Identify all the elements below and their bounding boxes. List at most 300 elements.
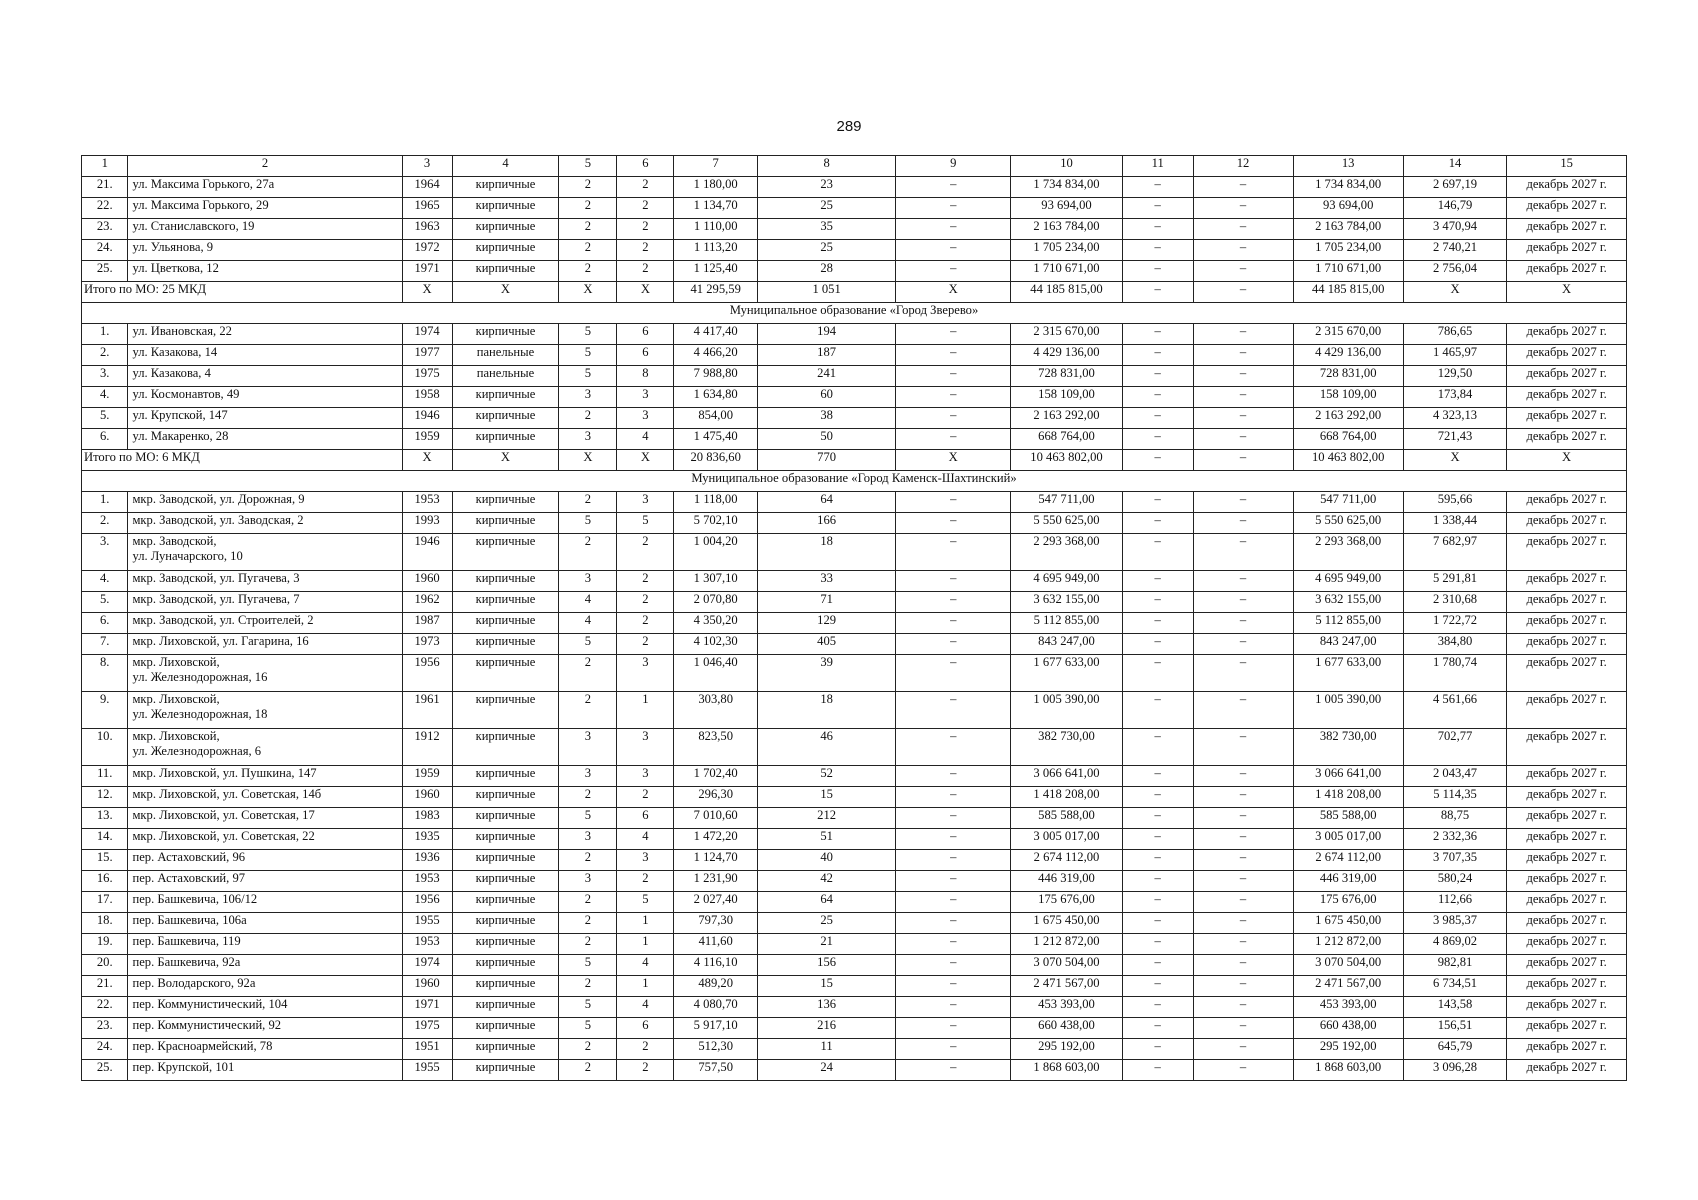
table-cell: – [896, 692, 1011, 729]
table-cell: – [1193, 492, 1293, 513]
table-cell: 5 [559, 634, 617, 655]
table-cell: 2 [617, 240, 674, 261]
table-cell: 2 [559, 408, 617, 429]
total-cell: X [617, 282, 674, 303]
table-cell: – [1193, 261, 1293, 282]
table-cell: кирпичные [452, 913, 559, 934]
total-cell: X [452, 450, 559, 471]
table-cell: – [1193, 534, 1293, 571]
table-cell: – [896, 513, 1011, 534]
table-cell: – [896, 198, 1011, 219]
table-cell: 1 110,00 [674, 219, 758, 240]
total-cell: X [559, 282, 617, 303]
total-cell: X [1403, 282, 1506, 303]
table-row [82, 829, 1627, 850]
table-cell: 4 429 136,00 [1011, 345, 1123, 366]
total-cell: X [1507, 282, 1627, 303]
table-cell: 5 112 855,00 [1293, 613, 1403, 634]
table-cell: 1 465,97 [1403, 345, 1506, 366]
table-cell: 93 694,00 [1011, 198, 1123, 219]
table-cell: декабрь 2027 г. [1507, 513, 1627, 534]
table-cell: – [1122, 934, 1193, 955]
table-cell: 166 [758, 513, 896, 534]
table-cell: 4 695 949,00 [1011, 571, 1123, 592]
table-cell: 129,50 [1403, 366, 1506, 387]
table-cell: кирпичные [452, 997, 559, 1018]
table-cell: 3 005 017,00 [1011, 829, 1123, 850]
table-cell: 1960 [402, 571, 452, 592]
table-cell: 24 [758, 1060, 896, 1081]
table-cell: – [1122, 492, 1193, 513]
table-cell: 4 561,66 [1403, 692, 1506, 729]
address-cell: пер. Башкевича, 106а [128, 913, 402, 934]
table-cell: – [1193, 1018, 1293, 1039]
total-cell: – [1193, 282, 1293, 303]
table-row [82, 729, 1627, 766]
table-row [82, 655, 1627, 692]
table-cell: – [896, 1018, 1011, 1039]
table-cell: декабрь 2027 г. [1507, 766, 1627, 787]
column-number-cell: 7 [674, 156, 758, 177]
total-cell: X [559, 450, 617, 471]
table-cell: – [1193, 634, 1293, 655]
total-cell: 1 051 [758, 282, 896, 303]
table-cell: 721,43 [1403, 429, 1506, 450]
table-cell: – [1193, 366, 1293, 387]
address-cell: ул. Макаренко, 28 [128, 429, 402, 450]
table-cell: 702,77 [1403, 729, 1506, 766]
table-cell: 2 315 670,00 [1293, 324, 1403, 345]
table-row [82, 1039, 1627, 1060]
table-cell: 1974 [402, 324, 452, 345]
row-number: 4. [82, 571, 128, 592]
table-cell: 136 [758, 997, 896, 1018]
table-cell: 1951 [402, 1039, 452, 1060]
table-cell: – [1193, 955, 1293, 976]
address-cell: мкр. Заводской, ул. Пугачева, 3 [128, 571, 402, 592]
total-cell: 41 295,59 [674, 282, 758, 303]
table-cell: 3 [559, 387, 617, 408]
table-row [82, 692, 1627, 729]
table-cell: 1959 [402, 766, 452, 787]
address-cell: ул. Крупской, 147 [128, 408, 402, 429]
total-cell: 770 [758, 450, 896, 471]
table-cell: 71 [758, 592, 896, 613]
table-cell: – [1122, 387, 1193, 408]
table-cell: – [896, 1039, 1011, 1060]
table-cell: 5 [559, 1018, 617, 1039]
table-cell: 1935 [402, 829, 452, 850]
table-cell: – [1122, 766, 1193, 787]
row-number: 23. [82, 219, 128, 240]
total-cell: – [1122, 282, 1193, 303]
table-cell: 1 [617, 913, 674, 934]
table-cell: – [1193, 513, 1293, 534]
table-cell: 60 [758, 387, 896, 408]
table-cell: 382 730,00 [1293, 729, 1403, 766]
table-cell: 187 [758, 345, 896, 366]
table-cell: кирпичные [452, 934, 559, 955]
table-cell: 982,81 [1403, 955, 1506, 976]
table-cell: 303,80 [674, 692, 758, 729]
table-cell: 6 734,51 [1403, 976, 1506, 997]
table-cell: кирпичные [452, 324, 559, 345]
table-cell: 1962 [402, 592, 452, 613]
table-cell: – [1193, 592, 1293, 613]
table-cell: 382 730,00 [1011, 729, 1123, 766]
table-cell: декабрь 2027 г. [1507, 892, 1627, 913]
table-cell: – [1193, 198, 1293, 219]
table-cell: 1965 [402, 198, 452, 219]
table-cell: декабрь 2027 г. [1507, 324, 1627, 345]
table-cell: – [1193, 692, 1293, 729]
table-cell: 3 632 155,00 [1011, 592, 1123, 613]
table-cell: 296,30 [674, 787, 758, 808]
table-cell: 1 418 208,00 [1293, 787, 1403, 808]
table-cell: – [896, 913, 1011, 934]
table-cell: 6 [617, 808, 674, 829]
column-number-cell: 14 [1403, 156, 1506, 177]
table-row [82, 997, 1627, 1018]
row-number: 2. [82, 513, 128, 534]
table-cell: – [1193, 408, 1293, 429]
table-cell: 1936 [402, 850, 452, 871]
total-cell: X [617, 450, 674, 471]
column-number-cell: 10 [1011, 156, 1123, 177]
table-cell: 88,75 [1403, 808, 1506, 829]
table-cell: декабрь 2027 г. [1507, 345, 1627, 366]
table-cell: 1 [617, 934, 674, 955]
table-cell: – [1193, 613, 1293, 634]
table-cell: 8 [617, 366, 674, 387]
table-cell: 1 046,40 [674, 655, 758, 692]
table-cell: – [896, 808, 1011, 829]
table-cell: декабрь 2027 г. [1507, 1060, 1627, 1081]
table-cell: 489,20 [674, 976, 758, 997]
table-cell: 1 180,00 [674, 177, 758, 198]
table-cell: 93 694,00 [1293, 198, 1403, 219]
total-cell: 44 185 815,00 [1293, 282, 1403, 303]
table-cell: 112,66 [1403, 892, 1506, 913]
table-cell: 1946 [402, 408, 452, 429]
table-cell: – [896, 492, 1011, 513]
address-cell: мкр. Заводской, ул. Луначарского, 10 [128, 534, 402, 571]
row-number: 1. [82, 492, 128, 513]
table-cell: – [1122, 1039, 1193, 1060]
total-cell: X [402, 450, 452, 471]
table-cell: кирпичные [452, 692, 559, 729]
row-number: 1. [82, 324, 128, 345]
table-cell: кирпичные [452, 766, 559, 787]
table-cell: 3 [617, 655, 674, 692]
table-cell: 3 [617, 766, 674, 787]
row-number: 17. [82, 892, 128, 913]
table-row [82, 571, 1627, 592]
table-cell: – [1122, 808, 1193, 829]
table-cell: 2 [559, 913, 617, 934]
table-cell: 1 675 450,00 [1293, 913, 1403, 934]
table-cell: – [1122, 634, 1193, 655]
address-cell: мкр. Лиховской, ул. Советская, 22 [128, 829, 402, 850]
table-cell: 1983 [402, 808, 452, 829]
table-cell: 7 010,60 [674, 808, 758, 829]
table-cell: 1960 [402, 976, 452, 997]
table-cell: – [896, 787, 1011, 808]
table-cell: 1987 [402, 613, 452, 634]
table-cell: 1 005 390,00 [1011, 692, 1123, 729]
table-cell: 1946 [402, 534, 452, 571]
table-cell: декабрь 2027 г. [1507, 871, 1627, 892]
column-number-cell: 8 [758, 156, 896, 177]
table-cell: декабрь 2027 г. [1507, 655, 1627, 692]
table-cell: 1 134,70 [674, 198, 758, 219]
table-cell: 3 066 641,00 [1011, 766, 1123, 787]
address-cell: мкр. Лиховской, ул. Советская, 17 [128, 808, 402, 829]
table-cell: декабрь 2027 г. [1507, 934, 1627, 955]
table-cell: 786,65 [1403, 324, 1506, 345]
table-cell: – [1122, 219, 1193, 240]
table-cell: 1 338,44 [1403, 513, 1506, 534]
table-cell: – [896, 219, 1011, 240]
table-cell: 1971 [402, 261, 452, 282]
table-cell: 2 [559, 261, 617, 282]
total-cell: – [1122, 450, 1193, 471]
row-number: 3. [82, 366, 128, 387]
table-cell: кирпичные [452, 1039, 559, 1060]
row-number: 25. [82, 261, 128, 282]
table-cell: 1955 [402, 913, 452, 934]
table-cell: 3 066 641,00 [1293, 766, 1403, 787]
table-cell: 2 [559, 692, 617, 729]
table-cell: 1953 [402, 934, 452, 955]
table-cell: декабрь 2027 г. [1507, 634, 1627, 655]
table-cell: 2 [617, 871, 674, 892]
table-cell: 411,60 [674, 934, 758, 955]
table-cell: – [1122, 955, 1193, 976]
table-cell: – [896, 387, 1011, 408]
table-cell: кирпичные [452, 829, 559, 850]
table-cell: 843 247,00 [1293, 634, 1403, 655]
table-cell: 4 869,02 [1403, 934, 1506, 955]
table-cell: 39 [758, 655, 896, 692]
table-cell: 1973 [402, 634, 452, 655]
table-cell: 295 192,00 [1011, 1039, 1123, 1060]
table-cell: 295 192,00 [1293, 1039, 1403, 1060]
table-cell: 146,79 [1403, 198, 1506, 219]
table-cell: 3 [617, 387, 674, 408]
row-number: 18. [82, 913, 128, 934]
table-cell: декабрь 2027 г. [1507, 955, 1627, 976]
table-cell: 64 [758, 892, 896, 913]
row-number: 13. [82, 808, 128, 829]
table-cell: – [1193, 934, 1293, 955]
table-cell: – [896, 261, 1011, 282]
row-number: 6. [82, 613, 128, 634]
table-cell: кирпичные [452, 429, 559, 450]
table-cell: 1912 [402, 729, 452, 766]
table-cell: кирпичные [452, 655, 559, 692]
address-cell: пер. Крупской, 101 [128, 1060, 402, 1081]
table-cell: 2 674 112,00 [1293, 850, 1403, 871]
table-cell: 5 [559, 324, 617, 345]
table-cell: 3 [559, 829, 617, 850]
table-cell: – [1193, 571, 1293, 592]
table-row [82, 513, 1627, 534]
table-cell: – [896, 634, 1011, 655]
row-number: 23. [82, 1018, 128, 1039]
table-cell: 3 [559, 429, 617, 450]
table-cell: 1955 [402, 1060, 452, 1081]
table-cell: кирпичные [452, 219, 559, 240]
row-number: 5. [82, 408, 128, 429]
table-cell: – [1122, 829, 1193, 850]
table-row [82, 219, 1627, 240]
table-cell: 1958 [402, 387, 452, 408]
table-cell: 18 [758, 692, 896, 729]
table-cell: 4 350,20 [674, 613, 758, 634]
table-cell: 1 780,74 [1403, 655, 1506, 692]
table-cell: кирпичные [452, 198, 559, 219]
table-cell: кирпичные [452, 871, 559, 892]
table-cell: – [1122, 261, 1193, 282]
table-cell: – [896, 934, 1011, 955]
table-cell: 660 438,00 [1293, 1018, 1403, 1039]
row-number: 24. [82, 240, 128, 261]
table-cell: 384,80 [1403, 634, 1506, 655]
table-cell: – [1193, 787, 1293, 808]
table-cell: – [1122, 787, 1193, 808]
address-cell: мкр. Лиховской, ул. Советская, 14б [128, 787, 402, 808]
table-cell: – [1122, 592, 1193, 613]
table-cell: 4 [617, 429, 674, 450]
total-cell: X [896, 450, 1011, 471]
table-cell: – [1122, 997, 1193, 1018]
table-row [82, 177, 1627, 198]
table-cell: 1 113,20 [674, 240, 758, 261]
table-cell: – [1122, 408, 1193, 429]
table-cell: 1964 [402, 177, 452, 198]
table-cell: 25 [758, 240, 896, 261]
table-cell: 2 293 368,00 [1293, 534, 1403, 571]
table-cell: 241 [758, 366, 896, 387]
table-cell: 2 043,47 [1403, 766, 1506, 787]
table-cell: 3 985,37 [1403, 913, 1506, 934]
table-cell: 2 [559, 534, 617, 571]
table-cell: – [1122, 513, 1193, 534]
table-cell: 854,00 [674, 408, 758, 429]
table-cell: 3 [617, 492, 674, 513]
table-cell: – [1193, 345, 1293, 366]
table-cell: – [896, 1060, 1011, 1081]
table-cell: 2 740,21 [1403, 240, 1506, 261]
address-cell: мкр. Лиховской, ул. Железнодорожная, 18 [128, 692, 402, 729]
table-cell: – [896, 829, 1011, 850]
table-cell: 2 [559, 219, 617, 240]
table-cell: 33 [758, 571, 896, 592]
table-cell: 156,51 [1403, 1018, 1506, 1039]
total-row [82, 282, 1627, 303]
section-title-row [82, 303, 1627, 324]
table-cell: 3 470,94 [1403, 219, 1506, 240]
table-row [82, 787, 1627, 808]
table-cell: 4 [617, 955, 674, 976]
table-cell: 1 702,40 [674, 766, 758, 787]
row-number: 12. [82, 787, 128, 808]
table-cell: 668 764,00 [1011, 429, 1123, 450]
table-cell: 2 [559, 198, 617, 219]
row-number: 11. [82, 766, 128, 787]
table-cell: 1 710 671,00 [1011, 261, 1123, 282]
address-cell: пер. Астаховский, 96 [128, 850, 402, 871]
table-cell: 1974 [402, 955, 452, 976]
address-cell: пер. Володарского, 92а [128, 976, 402, 997]
table-cell: 143,58 [1403, 997, 1506, 1018]
table-cell: кирпичные [452, 613, 559, 634]
table-cell: – [1122, 534, 1193, 571]
table-cell: 2 [617, 634, 674, 655]
table-cell: – [1122, 198, 1193, 219]
table-cell: 4 [617, 997, 674, 1018]
table-cell: – [896, 429, 1011, 450]
table-cell: – [1122, 429, 1193, 450]
table-cell: 2 674 112,00 [1011, 850, 1123, 871]
table-cell: кирпичные [452, 240, 559, 261]
table-cell: 173,84 [1403, 387, 1506, 408]
row-number: 22. [82, 997, 128, 1018]
row-number: 20. [82, 955, 128, 976]
row-number: 14. [82, 829, 128, 850]
housing-register-table [81, 155, 1627, 1081]
table-cell: 1953 [402, 871, 452, 892]
table-row [82, 892, 1627, 913]
table-row [82, 976, 1627, 997]
table-cell: 2 [617, 177, 674, 198]
table-cell: – [896, 324, 1011, 345]
total-cell: 20 836,60 [674, 450, 758, 471]
table-cell: 3 707,35 [1403, 850, 1506, 871]
table-cell: 15 [758, 976, 896, 997]
table-cell: – [1193, 655, 1293, 692]
table-cell: 1 125,40 [674, 261, 758, 282]
table-cell: 512,30 [674, 1039, 758, 1060]
table-cell: 1 722,72 [1403, 613, 1506, 634]
table-cell: 2 310,68 [1403, 592, 1506, 613]
table-cell: 2 332,36 [1403, 829, 1506, 850]
table-cell: 5 [559, 366, 617, 387]
table-cell: кирпичные [452, 408, 559, 429]
table-cell: 216 [758, 1018, 896, 1039]
table-cell: декабрь 2027 г. [1507, 976, 1627, 997]
table-cell: декабрь 2027 г. [1507, 492, 1627, 513]
address-cell: мкр. Лиховской, ул. Пушкина, 147 [128, 766, 402, 787]
table-cell: 158 109,00 [1011, 387, 1123, 408]
table-cell: 1 705 234,00 [1011, 240, 1123, 261]
table-row [82, 871, 1627, 892]
table-cell: 1 677 633,00 [1011, 655, 1123, 692]
table-cell: 3 070 504,00 [1293, 955, 1403, 976]
table-cell: – [896, 655, 1011, 692]
table-cell: 797,30 [674, 913, 758, 934]
address-cell: мкр. Заводской, ул. Пугачева, 7 [128, 592, 402, 613]
table-cell: – [896, 408, 1011, 429]
table-cell: 4 [559, 592, 617, 613]
table-cell: – [1122, 240, 1193, 261]
table-cell: – [1193, 1039, 1293, 1060]
table-cell: 2 163 784,00 [1011, 219, 1123, 240]
table-cell: 2 315 670,00 [1011, 324, 1123, 345]
table-cell: 212 [758, 808, 896, 829]
table-cell: 52 [758, 766, 896, 787]
